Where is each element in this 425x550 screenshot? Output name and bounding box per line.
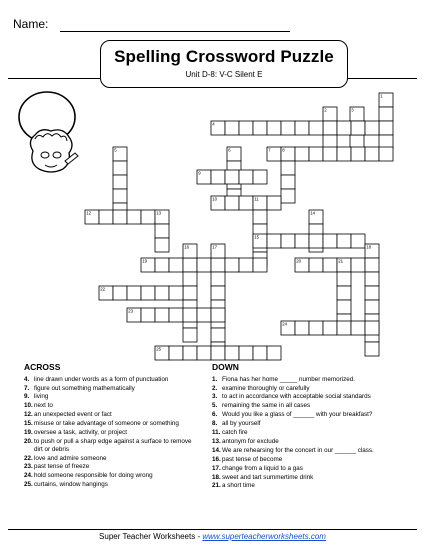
crossword-cell[interactable] [351, 121, 365, 135]
crossword-cell[interactable] [239, 121, 253, 135]
crossword-cell[interactable] [337, 272, 351, 286]
crossword-cell[interactable] [155, 224, 169, 238]
crossword-cell[interactable] [365, 321, 379, 335]
crossword-cell[interactable] [183, 272, 197, 286]
crossword-cell[interactable] [351, 258, 365, 272]
clue-item [24, 481, 194, 489]
clue-text: hold someone responsible for doing wrong [34, 472, 153, 480]
clue-item [24, 385, 194, 393]
clue-text: We are rehearsing for the concert in our ______ class. [222, 446, 374, 454]
clue-number: 24 [282, 321, 287, 327]
clue-item [24, 402, 194, 410]
clue-number: 25 [156, 346, 161, 352]
footer-prefix: Super Teacher Worksheets - [99, 532, 203, 541]
clue-label: 7. [24, 384, 30, 392]
crossword-cell[interactable] [155, 258, 169, 272]
down-heading: DOWN [212, 362, 239, 372]
clue-item [24, 463, 194, 471]
clue-item [212, 385, 407, 393]
clue-number: 15 [254, 234, 259, 240]
crossword-cell[interactable] [197, 258, 211, 272]
crossword-cell[interactable] [379, 107, 393, 121]
down-clues [212, 364, 407, 491]
clue-number: 5 [114, 147, 117, 153]
page-title: Spelling Crossword Puzzle [114, 47, 334, 66]
clue-item [24, 411, 194, 419]
clue-item [212, 438, 407, 446]
crossword-cell[interactable] [197, 346, 211, 360]
clue-item [212, 411, 407, 419]
clue-label: 8. [212, 420, 218, 428]
clue-item [212, 474, 407, 482]
crossword-cell[interactable] [267, 121, 281, 135]
clue-label: 6. [212, 411, 218, 419]
crossword-cell[interactable] [127, 286, 141, 300]
clue-number: 19 [142, 258, 147, 264]
clue-number: 18 [366, 244, 371, 250]
clue-number: 13 [156, 210, 161, 216]
crossword-cell[interactable] [323, 121, 337, 135]
crossword-cell[interactable] [225, 196, 239, 210]
clue-label: 22. [24, 454, 33, 462]
crossword-cell[interactable] [211, 328, 225, 342]
clue-text: Fiona has her home _____ number memorized. [222, 375, 356, 383]
crossword-cell[interactable] [127, 210, 141, 224]
crossword-cell[interactable] [351, 147, 365, 161]
clue-label: 13. [212, 437, 221, 445]
crossword-cell[interactable] [155, 286, 169, 300]
crossword-cell[interactable] [365, 147, 379, 161]
clue-item [24, 472, 194, 480]
clue-number: 1 [380, 93, 383, 99]
clue-text: all by yourself [222, 420, 261, 428]
clue-number: 7 [268, 147, 271, 153]
crossword-cell[interactable] [267, 196, 281, 210]
clue-label: 25. [24, 481, 33, 489]
crossword-cell[interactable] [225, 258, 239, 272]
crossword-cell[interactable] [113, 286, 127, 300]
crossword-cell[interactable] [295, 147, 309, 161]
clue-number: 6 [228, 147, 231, 153]
crossword-cell[interactable] [323, 258, 337, 272]
clue-text: curtains, window hangings [34, 481, 108, 489]
crossword-cell[interactable] [351, 321, 365, 335]
clue-label: 5. [212, 402, 218, 410]
clue-number: 16 [184, 244, 189, 250]
clue-item [24, 438, 194, 453]
crossword-cell[interactable] [309, 121, 323, 135]
name-label: Name: [13, 17, 49, 31]
clue-text: living [34, 393, 49, 401]
crossword-cell[interactable] [365, 258, 379, 272]
crossword-cell[interactable] [323, 147, 337, 161]
clue-number: 9 [198, 170, 201, 176]
clue-item [212, 482, 407, 490]
clue-label: 4. [24, 375, 30, 383]
clue-text: Would you like a glass of ______ with your breakfast? [222, 411, 373, 419]
crossword-cell[interactable] [113, 210, 127, 224]
crossword-cell[interactable] [253, 121, 267, 135]
clue-text: remaining the same in all cases [222, 402, 311, 410]
crossword-cell[interactable] [99, 210, 113, 224]
crossword-cell[interactable] [211, 258, 225, 272]
crossword-cell[interactable] [211, 286, 225, 300]
crossword-cell[interactable] [141, 286, 155, 300]
crossword-cell[interactable] [337, 121, 351, 135]
clue-number: 22 [100, 286, 105, 292]
footer [0, 532, 425, 541]
clue-label: 16. [212, 455, 221, 463]
crossword-cell[interactable] [281, 121, 295, 135]
crossword-cell[interactable] [141, 308, 155, 322]
crossword-cell[interactable] [267, 346, 281, 360]
crossword-cell[interactable] [113, 175, 127, 189]
crossword-cell[interactable] [225, 170, 239, 184]
crossword-cell[interactable] [309, 234, 323, 248]
crossword-cell[interactable] [309, 258, 323, 272]
clue-item [212, 402, 407, 410]
clue-text: to push or pull a sharp edge against a surface to remove dirt or debris [34, 437, 192, 453]
crossword-cell[interactable] [211, 170, 225, 184]
clue-number: 21 [338, 258, 343, 264]
clue-item [212, 429, 407, 437]
clue-label: 23. [24, 463, 33, 471]
crossword-cell[interactable] [309, 147, 323, 161]
crossword-cell[interactable] [337, 147, 351, 161]
clue-text: an unexpected event or fact [34, 411, 112, 419]
crossword-cell[interactable] [113, 189, 127, 203]
clue-text: to act in accordance with acceptable social standards [222, 393, 371, 401]
clue-item [212, 393, 407, 401]
clue-label: 1. [212, 375, 218, 383]
clue-number: 14 [310, 210, 315, 216]
clue-number: 20 [296, 258, 301, 264]
clue-number: 3 [351, 107, 354, 113]
clue-label: 2. [212, 384, 218, 392]
crossword-cell[interactable] [365, 272, 379, 286]
clue-label: 3. [212, 393, 218, 401]
clue-item [24, 429, 194, 437]
clue-label: 10. [24, 402, 33, 410]
crossword-cell[interactable] [365, 342, 379, 356]
crossword-cell[interactable] [253, 346, 267, 360]
clue-label: 14. [212, 446, 221, 454]
crossword-cell[interactable] [183, 346, 197, 360]
clue-number: 10 [212, 196, 217, 202]
clue-label: 24. [24, 472, 33, 480]
crossword-cell[interactable] [323, 234, 337, 248]
clue-item [212, 447, 407, 455]
crossword-cell[interactable] [239, 346, 253, 360]
footer-link[interactable]: www.superteacherworksheets.com [202, 532, 326, 541]
clue-item [24, 420, 194, 428]
crossword-cell[interactable] [253, 210, 267, 224]
clue-label: 12. [24, 411, 33, 419]
clue-text: oversee a task, activity, or project [34, 429, 127, 437]
clue-text: past tense of freeze [34, 463, 90, 471]
crossword-cell[interactable] [211, 308, 225, 322]
crossword-cell[interactable] [253, 258, 267, 272]
clue-item [212, 465, 407, 473]
clue-text: examine thoroughly or carefully [222, 384, 310, 392]
crossword-cell[interactable] [267, 234, 281, 248]
crossword-cell[interactable] [281, 189, 295, 203]
crossword-cell[interactable] [239, 196, 253, 210]
crossword-cell[interactable] [155, 308, 169, 322]
crossword-cell[interactable] [281, 175, 295, 189]
crossword-cell[interactable] [141, 210, 155, 224]
crossword-cell[interactable] [239, 258, 253, 272]
crossword-cell[interactable] [323, 321, 337, 335]
crossword-cell[interactable] [379, 121, 393, 135]
clue-item [24, 393, 194, 401]
crossword-cell[interactable] [169, 258, 183, 272]
clue-text: a short time [222, 482, 255, 490]
crossword-cell[interactable] [337, 300, 351, 314]
clue-text: past tense of become [222, 455, 283, 463]
crossword-cell[interactable] [295, 321, 309, 335]
clue-number: 4 [212, 121, 215, 127]
clue-text: figure out something mathematically [34, 384, 135, 392]
clue-item [212, 420, 407, 428]
crossword-cell[interactable] [183, 328, 197, 342]
clue-text: love and admire someone [34, 454, 107, 462]
crossword-cell[interactable] [197, 308, 211, 322]
clue-number: 17 [212, 244, 217, 250]
clue-label: 18. [212, 473, 221, 481]
crossword-cell[interactable] [365, 300, 379, 314]
clue-text: catch fire [222, 429, 248, 437]
crossword-cell[interactable] [183, 258, 197, 272]
clue-label: 20. [24, 437, 33, 445]
page-subtitle: Unit D-8: V-C Silent E [185, 70, 263, 79]
clue-item [212, 376, 407, 384]
crossword-cell[interactable] [309, 321, 323, 335]
crossword-cell[interactable] [379, 147, 393, 161]
across-clues [24, 364, 194, 490]
crossword-cell[interactable] [211, 346, 225, 360]
clue-number: 11 [254, 196, 259, 202]
crossword-cell[interactable] [211, 272, 225, 286]
crossword-cell[interactable] [155, 238, 169, 252]
clue-number: 12 [86, 210, 91, 216]
clue-label: 9. [24, 393, 30, 401]
crossword-cell[interactable] [337, 286, 351, 300]
crossword-cell[interactable] [183, 308, 197, 322]
clue-text: antonym for exclude [222, 437, 279, 445]
crossword-cell[interactable] [365, 121, 379, 135]
crossword-cell[interactable] [295, 121, 309, 135]
crossword-cell[interactable] [337, 321, 351, 335]
crossword-cell[interactable] [281, 234, 295, 248]
crossword-cell[interactable] [281, 161, 295, 175]
clue-text: line drawn under words as a form of punctuation [34, 375, 169, 383]
crossword-cell[interactable] [337, 234, 351, 248]
clue-label: 17. [212, 464, 221, 472]
crossword-cell[interactable] [183, 286, 197, 300]
clue-text: next to [34, 402, 53, 410]
clue-item [24, 376, 194, 384]
clue-label: 11. [212, 429, 221, 437]
crossword-cell[interactable] [239, 170, 253, 184]
crossword-cell[interactable] [169, 286, 183, 300]
clue-item [212, 456, 407, 464]
clue-label: 19. [24, 429, 33, 437]
clue-text: change from a liquid to a gas [222, 464, 303, 472]
clue-item [24, 455, 194, 463]
clue-text: sweet and tart summertime drink [222, 473, 314, 481]
footer-rule [8, 529, 417, 530]
crossword-cell[interactable] [225, 121, 239, 135]
clue-number: 2 [324, 107, 327, 113]
crossword-cell[interactable] [295, 234, 309, 248]
clue-text: misuse or take advantage of someone or something [34, 420, 179, 428]
crossword-cell[interactable] [225, 346, 239, 360]
clue-number: 8 [282, 147, 285, 153]
clue-number: 23 [128, 308, 133, 314]
clue-label: 21. [212, 482, 221, 490]
crossword-cell[interactable] [253, 170, 267, 184]
clue-label: 15. [24, 420, 33, 428]
crossword-cell[interactable] [351, 234, 365, 248]
crossword-cell[interactable] [169, 346, 183, 360]
across-heading: ACROSS [24, 362, 61, 372]
crossword-cell[interactable] [365, 286, 379, 300]
crossword-cell[interactable] [169, 308, 183, 322]
crossword-cell[interactable] [113, 161, 127, 175]
